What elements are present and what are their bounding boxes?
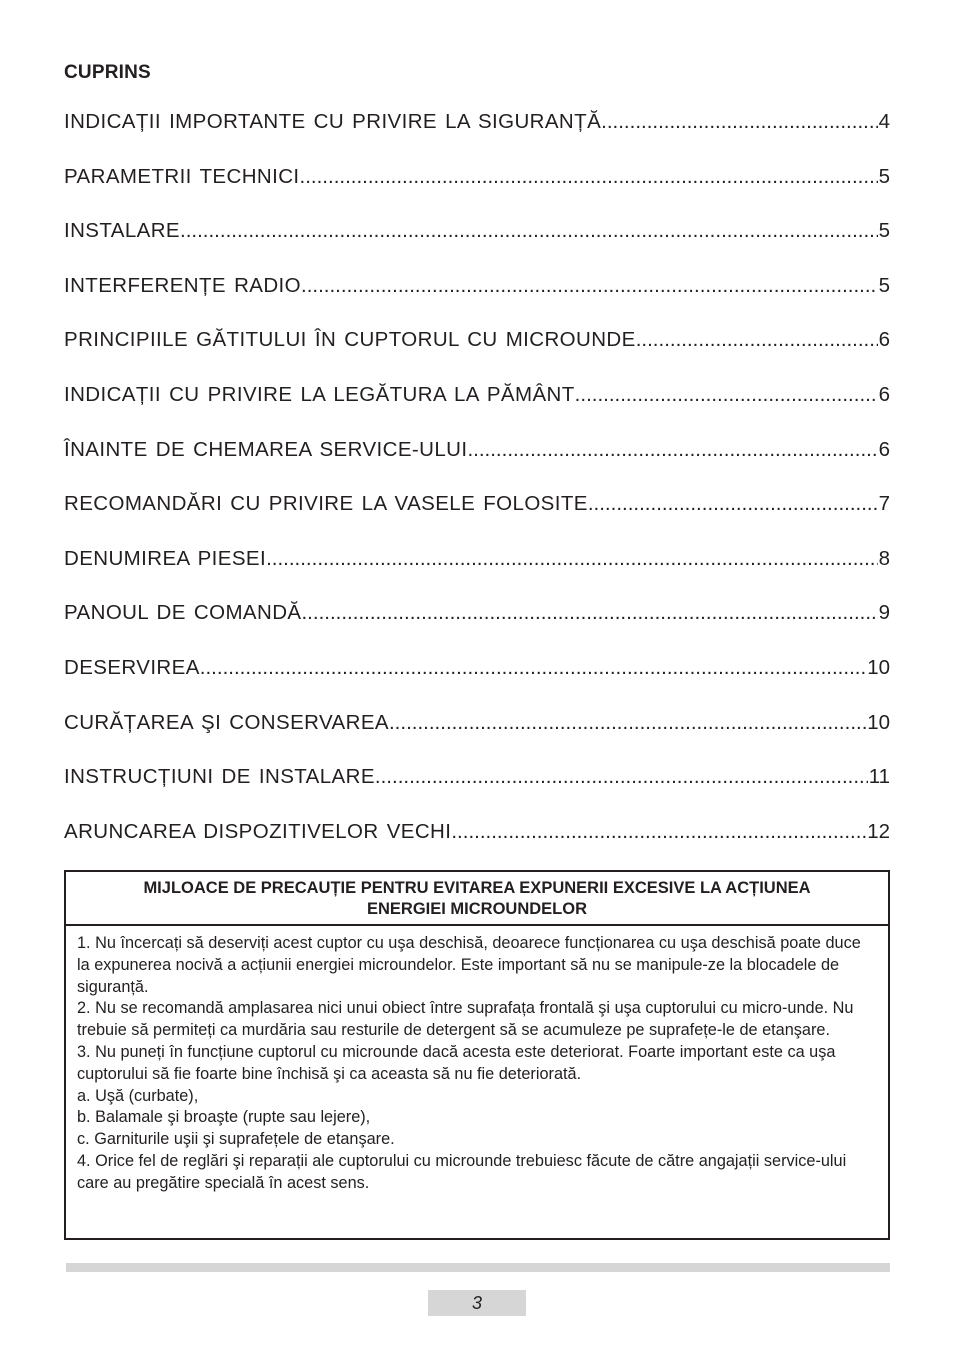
toc-entry-title: INSTRUCȚIUNI DE INSTALARE xyxy=(64,765,375,789)
toc-leader-dots xyxy=(375,765,868,789)
precaution-item: b. Balamale şi broaşte (rupte sau lejere), xyxy=(77,1108,371,1127)
toc-entry-title: INSTALARE xyxy=(64,219,180,243)
toc-entry-title: ÎNAINTE DE CHEMAREA SERVICE-ULUI xyxy=(64,437,468,461)
toc-entry-page: 5 xyxy=(878,273,890,297)
toc-heading: CUPRINS xyxy=(64,62,151,83)
precaution-item: 3. Nu puneți în funcțiune cuptorul cu microunde dacă acesta este deteriorat. Foarte important este ca uşa cuptorului să fie foarte bine închisă şi ca aceasta să nu fie deteriorată. xyxy=(77,1042,836,1083)
toc-entry-page: 4 xyxy=(878,110,890,133)
toc-entry-page: 10 xyxy=(867,655,890,679)
toc-entry[interactable] xyxy=(64,383,890,438)
precaution-item: a. Uşă (curbate), xyxy=(77,1086,199,1105)
toc-entry-page: 11 xyxy=(868,765,890,789)
page-number: 3 xyxy=(428,1290,526,1316)
toc-entry-page: 6 xyxy=(878,328,890,352)
toc-entry-page: 7 xyxy=(878,492,890,516)
toc-entry-title: DENUMIREA PIESEI xyxy=(64,546,267,570)
toc-leader-dots xyxy=(467,438,877,462)
footer-bar xyxy=(66,1263,890,1272)
precautions-body xyxy=(66,926,888,1195)
toc-entry[interactable] xyxy=(64,601,890,656)
toc-leader-dots xyxy=(588,492,878,516)
toc-entry[interactable] xyxy=(64,656,890,711)
precautions-title-line: ENERGIEI MICROUNDELOR xyxy=(366,900,587,918)
toc-entry-title: CURĂȚAREA ŞI CONSERVAREA xyxy=(64,710,389,734)
toc-entry-title: INDICAȚII CU PRIVIRE LA LEGĂTURA LA PĂMÂNT xyxy=(64,382,575,406)
table-of-contents xyxy=(64,110,890,874)
toc-entry-page: 12 xyxy=(867,819,890,843)
toc-entry[interactable] xyxy=(64,219,890,274)
toc-leader-dots xyxy=(389,711,866,735)
toc-entry[interactable] xyxy=(64,165,890,220)
toc-entry-title: INDICAȚII IMPORTANTE CU PRIVIRE LA SIGURANȚĂ xyxy=(64,110,602,133)
precaution-item: 1. Nu încercați să deserviți acest cuptor cu uşa deschisă, deoarece funcționarea cu uşa deschisă poate duce la expunerea nocivă a acțiunii energiei microundelor. Este important să nu se manipule-ze la blocadele de siguranță. xyxy=(77,934,861,996)
toc-leader-dots xyxy=(301,601,877,625)
toc-leader-dots xyxy=(301,274,878,298)
toc-entry-title: ARUNCAREA DISPOZITIVELOR VECHI xyxy=(64,819,452,843)
toc-leader-dots xyxy=(300,165,878,189)
toc-leader-dots xyxy=(601,110,877,134)
toc-entry-page: 10 xyxy=(867,710,890,734)
toc-entry[interactable] xyxy=(64,820,890,875)
toc-entry-title: DESERVIREA xyxy=(64,655,200,679)
toc-entry[interactable] xyxy=(64,711,890,766)
precaution-item: 2. Nu se recomandă amplasarea nici unui obiect între suprafața frontală şi uşa cuptorului cu micro-unde. Nu trebuie să permiteți ca murdăria sau resturile de detergent să se acumuleze pe suprafețe-le de etanşare. xyxy=(77,999,854,1040)
toc-leader-dots xyxy=(575,383,878,407)
toc-entry-page: 6 xyxy=(878,437,890,461)
toc-leader-dots xyxy=(451,820,866,844)
toc-entry[interactable] xyxy=(64,328,890,383)
toc-entry[interactable] xyxy=(64,765,890,820)
toc-entry-title: INTERFERENȚE RADIO xyxy=(64,273,301,297)
toc-entry[interactable] xyxy=(64,492,890,547)
precautions-title xyxy=(66,872,888,926)
toc-entry-page: 6 xyxy=(878,382,890,406)
toc-entry[interactable] xyxy=(64,110,890,165)
toc-entry-title: PRINCIPIILE GĂTITULUI ÎN CUPTORUL CU MICROUNDE xyxy=(64,328,636,352)
toc-entry-page: 5 xyxy=(878,164,890,188)
toc-entry[interactable] xyxy=(64,438,890,493)
toc-entry[interactable] xyxy=(64,274,890,329)
toc-entry-page: 5 xyxy=(878,219,890,243)
toc-entry[interactable] xyxy=(64,547,890,602)
toc-entry-title: RECOMANDĂRI CU PRIVIRE LA VASELE FOLOSITE xyxy=(64,492,588,516)
toc-entry-title: PARAMETRII TECHNICI xyxy=(64,164,300,188)
toc-entry-title: PANOUL DE COMANDĂ xyxy=(64,601,302,625)
toc-leader-dots xyxy=(636,328,878,352)
precaution-item: 4. Orice fel de reglări şi reparații ale cuptorului cu microunde trebuiesc făcute de către angajații service-ului care au pregătire specială în acest sens. xyxy=(77,1151,847,1192)
toc-entry-page: 9 xyxy=(878,601,890,625)
precautions-box xyxy=(64,870,890,1240)
toc-entry-page: 8 xyxy=(878,546,890,570)
precautions-title-line: MIJLOACE DE PRECAUȚIE PENTRU EVITAREA EXPUNERII EXCESIVE LA ACȚIUNEA xyxy=(143,879,811,897)
toc-leader-dots xyxy=(200,656,866,680)
toc-leader-dots xyxy=(266,547,878,571)
toc-leader-dots xyxy=(180,219,878,243)
precaution-item: c. Garniturile uşii şi suprafețele de etanşare. xyxy=(77,1130,395,1149)
